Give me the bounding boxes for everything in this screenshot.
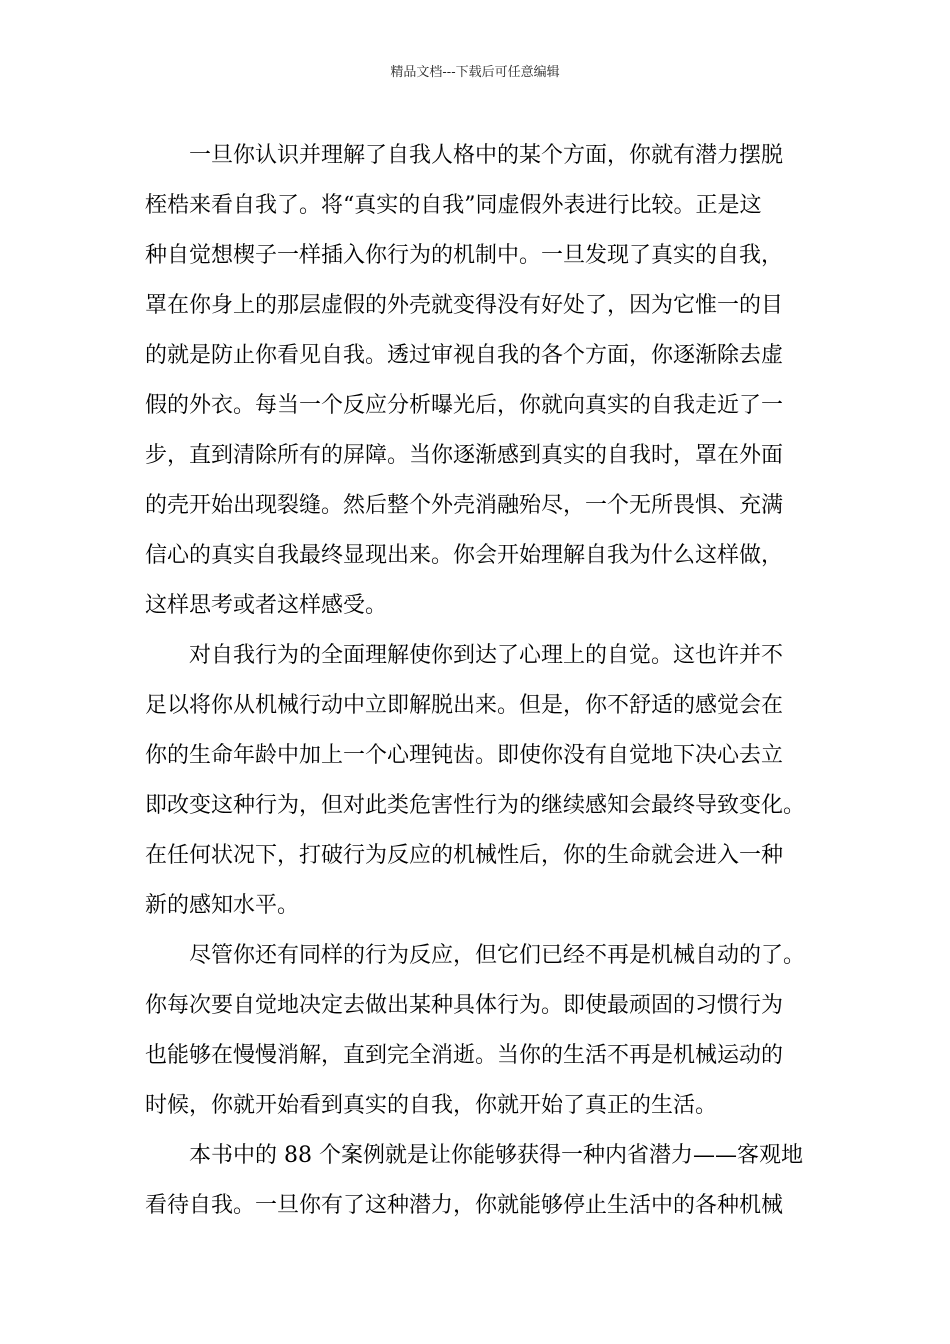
paragraph-3 — [145, 931, 810, 1131]
text-line: 新的感知水平。 — [145, 893, 300, 918]
text-line: 本书中的 88 个案例就是让你能够获得一种内省潜力——客观地 — [189, 1143, 803, 1168]
paragraph-4 — [145, 1131, 810, 1231]
text-line: 的壳开始出现裂缝。然后整个外壳消融殆尽，一个无所畏惧、充满 — [145, 493, 784, 518]
paragraph-2 — [145, 631, 810, 931]
text-line: 即改变这种行为，但对此类危害性行为的继续感知会最终导致变化。 — [145, 793, 806, 818]
text-line: 足以将你从机械行动中立即解脱出来。但是，你不舒适的感觉会在 — [145, 693, 784, 718]
text-line: 这样思考或者这样感受。 — [145, 593, 388, 618]
text-line: 也能够在慢慢消解，直到完全消逝。当你的生活不再是机械运动的 — [145, 1043, 784, 1068]
text-line: 时候，你就开始看到真实的自我，你就开始了真正的生活。 — [145, 1093, 718, 1118]
text-line: 信心的真实自我最终显现出来。你会开始理解自我为什么这样做， — [145, 543, 784, 568]
text-line: 的就是防止你看见自我。透过审视自我的各个方面，你逐渐除去虚 — [145, 343, 784, 368]
text-line: 你的生命年龄中加上一个心理钝齿。即使你没有自觉地下决心去立 — [145, 743, 784, 768]
text-line: 尽管你还有同样的行为反应，但它们已经不再是机械自动的了。 — [189, 943, 806, 968]
text-line: 假的外衣。每当一个反应分析曝光后，你就向真实的自我走近了一 — [145, 393, 784, 418]
paragraph-1 — [145, 131, 810, 631]
text-line: 步，直到清除所有的屏障。当你逐渐感到真实的自我时，罩在外面 — [145, 443, 784, 468]
document-body — [145, 131, 810, 1231]
text-line: 你每次要自觉地决定去做出某种具体行为。即使最顽固的习惯行为 — [145, 993, 784, 1018]
text-line: 在任何状况下，打破行为反应的机械性后，你的生命就会进入一种 — [145, 843, 784, 868]
text-line: 一旦你认识并理解了自我人格中的某个方面，你就有潜力摆脱 — [189, 143, 784, 168]
text-line: 桎梏来看自我了。将“真实的自我”同虚假外表进行比较。正是这 — [145, 193, 762, 218]
page-header: 精品文档---下载后可任意编辑 — [390, 65, 560, 80]
text-line: 看待自我。一旦你有了这种潜力，你就能够停止生活中的各种机械 — [145, 1193, 784, 1218]
text-line: 罩在你身上的那层虚假的外壳就变得没有好处了，因为它惟一的目 — [145, 293, 784, 318]
text-line: 种自觉想楔子一样插入你行为的机制中。一旦发现了真实的自我， — [145, 243, 784, 268]
text-line: 对自我行为的全面理解使你到达了心理上的自觉。这也许并不 — [189, 643, 784, 668]
